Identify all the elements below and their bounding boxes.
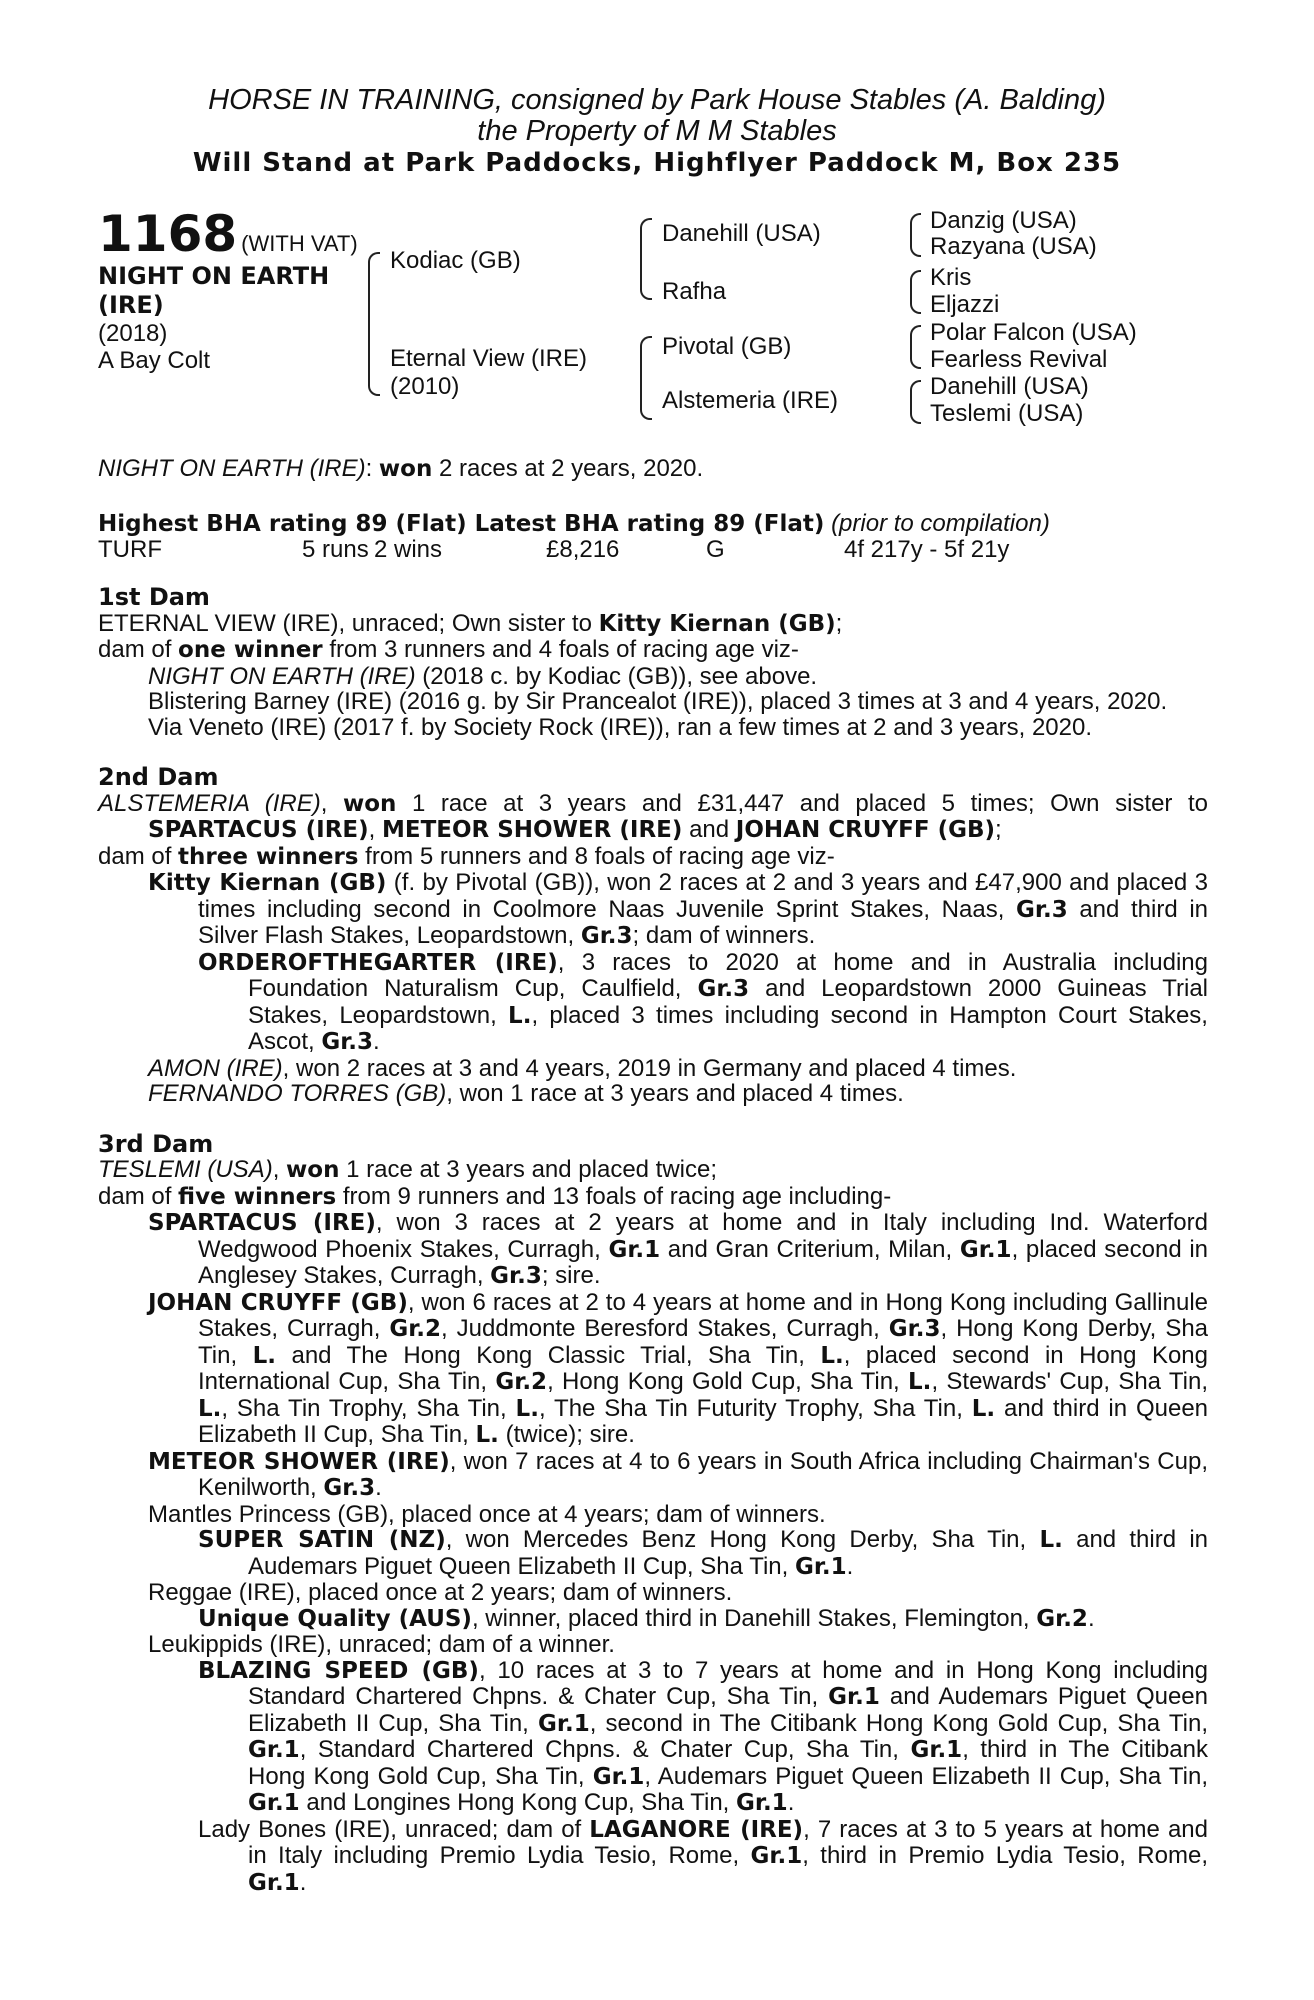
meteor-shower-entry: METEOR SHOWER (IRE), won 7 races at 4 to 6 years in South Africa including Chairman's Cup, Kenilworth, Gr.3. bbox=[148, 1447, 1209, 1501]
first-dam-line1: ETERNAL VIEW (IRE), unraced; Own sister to Kitty Kiernan (GB); bbox=[98, 609, 843, 637]
spartacus-entry: SPARTACUS (IRE), won 3 races at 2 years at home and in Italy including Ind. Waterford Wedgwood Phoenix Stakes, Curragh, Gr.1 and Gran Criterium, Milan, Gr.1, placed second in Anglesey Stakes, Curragh, Gr.3; sire. bbox=[148, 1209, 1209, 1289]
first-dam-progeny-3: Via Veneto (IRE) (2017 f. by Society Rock (IRE)), ran a few times at 2 and 3 years, 2020. bbox=[148, 713, 1093, 741]
kitty-kiernan-entry: Kitty Kiernan (GB) (f. by Pivotal (GB)), won 2 races at 2 and 3 years and £47,900 and placed 3 times including second in Coolmore Naas Juvenile Sprint Stakes, Naas, Gr.3 and third in Silver Flash Stakes, Leopardstown, Gr.3; dam of winners. bbox=[148, 869, 1209, 949]
lot-number: 1168 bbox=[98, 205, 238, 263]
sire-dam-brace bbox=[368, 252, 380, 396]
earnings: £8,216 bbox=[546, 536, 620, 563]
foaling-year: (2018) bbox=[98, 320, 168, 347]
second-dam-title: 2nd Dam bbox=[98, 763, 219, 791]
dam-parents-brace bbox=[640, 336, 652, 420]
going: G bbox=[706, 536, 725, 563]
amon-entry: AMON (IRE), won 2 races at 3 and 4 years, 2019 in Germany and placed 4 times. bbox=[148, 1054, 1017, 1082]
gp3-brace bbox=[910, 325, 921, 369]
ggp-2: Razyana (USA) bbox=[930, 233, 1097, 260]
runs: 5 runs bbox=[302, 536, 369, 563]
gp4-brace bbox=[910, 380, 921, 424]
gp1-brace bbox=[910, 213, 921, 257]
lady-bones-entry: Lady Bones (IRE), unraced; dam of LAGANORE (IRE), 7 races at 3 to 5 years at home and in Italy including Premio Lydia Tesio, Rome, Gr.1, third in Premio Lydia Tesio, Rome, Gr.1. bbox=[198, 1815, 1209, 1896]
first-dam-title: 1st Dam bbox=[98, 583, 210, 611]
third-dam-line1: TESLEMI (USA), won 1 race at 3 years and placed twice; bbox=[98, 1156, 718, 1183]
third-dam-line2: dam of five winners from 9 runners and 13 foals of racing age including- bbox=[98, 1182, 892, 1210]
second-dam-line1: ALSTEMERIA (IRE), won 1 race at 3 years and £31,447 and placed 5 times; Own sister to SPARTACUS (IRE), METEOR SHOWER (IRE) and JOHAN CRUYFF (GB); bbox=[98, 789, 1208, 843]
ggp-6: Fearless Revival bbox=[930, 346, 1108, 373]
horse-description: A Bay Colt bbox=[98, 347, 211, 374]
wins: 2 wins bbox=[374, 536, 443, 563]
orderofthegarter-entry: ORDEROFTHEGARTER (IRE), 3 races to 2020 at home and in Australia including Foundation Naturalism Cup, Caulfield, Gr.3 and Leopardstown 2000 Guineas Trial Stakes, Leopardstown, L., placed 3 times including second in Hampton Court Stakes, Ascot, Gr.3. bbox=[198, 948, 1208, 1055]
sire-dam: Rafha bbox=[662, 278, 727, 305]
distance: 4f 217y - 5f 21y bbox=[844, 536, 1010, 563]
lot-number-block bbox=[98, 205, 358, 263]
blazing-speed-entry: BLAZING SPEED (GB), 10 races at 3 to 7 years at home and in Hong Kong including Standard Chartered Chpns. & Chater Cup, Sha Tin, Gr.1 and Audemars Piguet Queen Elizabeth II Cup, Sha Tin, Gr.1, second in The Citibank Hong Kong Gold Cup, Sha Tin, Gr.1, Standard Chartered Chpns. & Chater Cup, Sha Tin, Gr.1, third in The Citibank Hong Kong Gold Cup, Sha Tin, Gr.1, Audemars Piguet Queen Elizabeth II Cup, Sha Tin, Gr.1 and Longines Hong Kong Cup, Sha Tin, Gr.1. bbox=[198, 1656, 1209, 1816]
bha-rating: Highest BHA rating 89 (Flat) Latest BHA rating 89 (Flat) (prior to compilation) bbox=[98, 510, 1050, 537]
ggp-8: Teslemi (USA) bbox=[930, 400, 1084, 427]
sire: Kodiac (GB) bbox=[390, 247, 521, 274]
dam: Eternal View (IRE) bbox=[390, 345, 587, 372]
super-satin-entry: SUPER SATIN (NZ), won Mercedes Benz Hong Kong Derby, Sha Tin, L. and third in Audemars Piguet Queen Elizabeth II Cup, Sha Tin, Gr.1. bbox=[198, 1526, 1208, 1580]
ggp-3: Kris bbox=[930, 264, 972, 291]
first-dam-line2: dam of one winner from 3 runners and 4 foals of racing age viz- bbox=[98, 636, 799, 663]
gp2-brace bbox=[910, 270, 921, 314]
sire-sire: Danehill (USA) bbox=[662, 220, 821, 247]
race-summary: NIGHT ON EARTH (IRE): won 2 races at 2 years, 2020. bbox=[98, 455, 704, 482]
leukippids-entry: Leukippids (IRE), unraced; dam of a winner. bbox=[148, 1631, 615, 1658]
dam-sire: Pivotal (GB) bbox=[662, 333, 792, 360]
ggp-7: Danehill (USA) bbox=[930, 373, 1089, 400]
first-dam-progeny-2: Blistering Barney (IRE) (2016 g. by Sir Prancealot (IRE)), placed 3 times at 3 and 4 years, 2020. bbox=[148, 688, 1168, 715]
first-dam-progeny-1: NIGHT ON EARTH (IRE) (2018 c. by Kodiac (GB)), see above. bbox=[148, 662, 818, 690]
stand-location-line: Will Stand at Park Paddocks, Highflyer Paddock M, Box 235 bbox=[192, 148, 1122, 178]
dam-year: (2010) bbox=[390, 373, 460, 400]
race-record-row bbox=[98, 536, 1208, 562]
johan-cruyff-entry: JOHAN CRUYFF (GB), won 6 races at 2 to 4 years at home and in Hong Kong including Gallinule Stakes, Curragh, Gr.2, Juddmonte Beresford Stakes, Curragh, Gr.3, Hong Kong Derby, Sha Tin, L. and The Hong Kong Classic Trial, Sha Tin, L., placed second in Hong Kong International Cup, Sha Tin, Gr.2, Hong Kong Gold Cup, Sha Tin, L., Stewards' Cup, Sha Tin, L., Sha Tin Trophy, Sha Tin, L., The Sha Tin Futurity Trophy, Sha Tin, L. and third in Queen Elizabeth II Cup, Sha Tin, L. (twice); sire. bbox=[148, 1288, 1209, 1448]
mantles-princess-entry: Mantles Princess (GB), placed once at 4 years; dam of winners. bbox=[148, 1500, 826, 1528]
property-line: the Property of M M Stables bbox=[477, 115, 837, 147]
reggae-entry: Reggae (IRE), placed once at 2 years; dam of winners. bbox=[148, 1579, 733, 1606]
third-dam-title: 3rd Dam bbox=[98, 1129, 214, 1158]
ggp-4: Eljazzi bbox=[930, 291, 1000, 318]
horse-name bbox=[98, 262, 358, 320]
horse-name-line2: (IRE) bbox=[98, 291, 164, 319]
sire-parents-brace bbox=[640, 218, 652, 300]
pedigree-notes bbox=[98, 585, 1208, 1896]
fernando-torres-entry: FERNANDO TORRES (GB), won 1 race at 3 years and placed 4 times. bbox=[148, 1080, 904, 1107]
horse-name-line1: NIGHT ON EARTH bbox=[98, 262, 330, 290]
ggp-5: Polar Falcon (USA) bbox=[930, 319, 1137, 346]
vat-label: (WITH VAT) bbox=[241, 231, 358, 256]
consignor-line: HORSE IN TRAINING, consigned by Park House Stables (A. Balding) bbox=[208, 84, 1106, 116]
surface: TURF bbox=[98, 536, 162, 563]
dam-dam: Alstemeria (IRE) bbox=[662, 387, 839, 414]
second-dam-line2: dam of three winners from 5 runners and 8 foals of racing age viz- bbox=[98, 842, 835, 870]
ggp-1: Danzig (USA) bbox=[930, 207, 1077, 234]
unique-quality-entry: Unique Quality (AUS), winner, placed third in Danehill Stakes, Flemington, Gr.2. bbox=[198, 1604, 1095, 1632]
